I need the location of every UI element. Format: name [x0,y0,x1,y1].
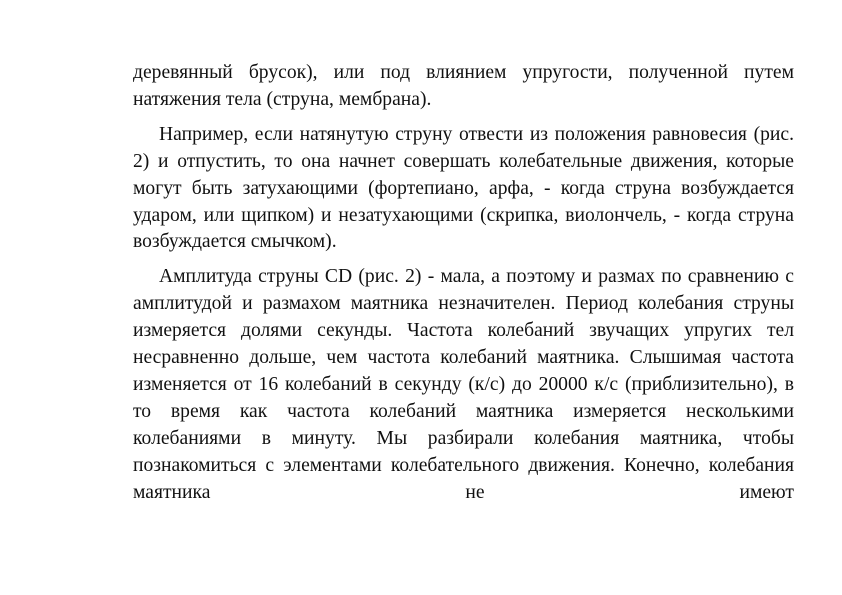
paragraph-string-example: Например, если натянутую струну отвести из положения равновесия (рис. 2) и отпустить, то она начнет совершать колебательные движения, которые могут быть затухающими (фортепиано, арфа, - когда струна возбуждается ударом, или щипком) и незатухающими (скрипка, виолончель, - когда струна возбуждается смычком). [133,123,794,253]
paragraph-continuation: деревянный брусок), или под влиянием упругости, полученной путем натяжения тела (струна, мембрана). [133,62,794,110]
paragraph-amplitude: Амплитуда струны CD (рис. 2) - мала, а поэтому и размах по сравнению с амплитудой и размахом маятника незначителен. Период колебания струны измеряется долями секунды. Частота колебаний звучащих упругих тел несравненно дольше, чем частота колебаний маятника. Слышимая частота изменяется от 16 колебаний в секунду (к/с) до 20000 к/с (приблизительно), в то время как частота колебаний маятника измеряется несколькими колебаниями в минуту. Мы разбирали колебания маятника, чтобы познакомиться с элементами колебательного движения. Конечно, колебания маятника не имеют [133,266,794,503]
document-page [133,60,794,507]
